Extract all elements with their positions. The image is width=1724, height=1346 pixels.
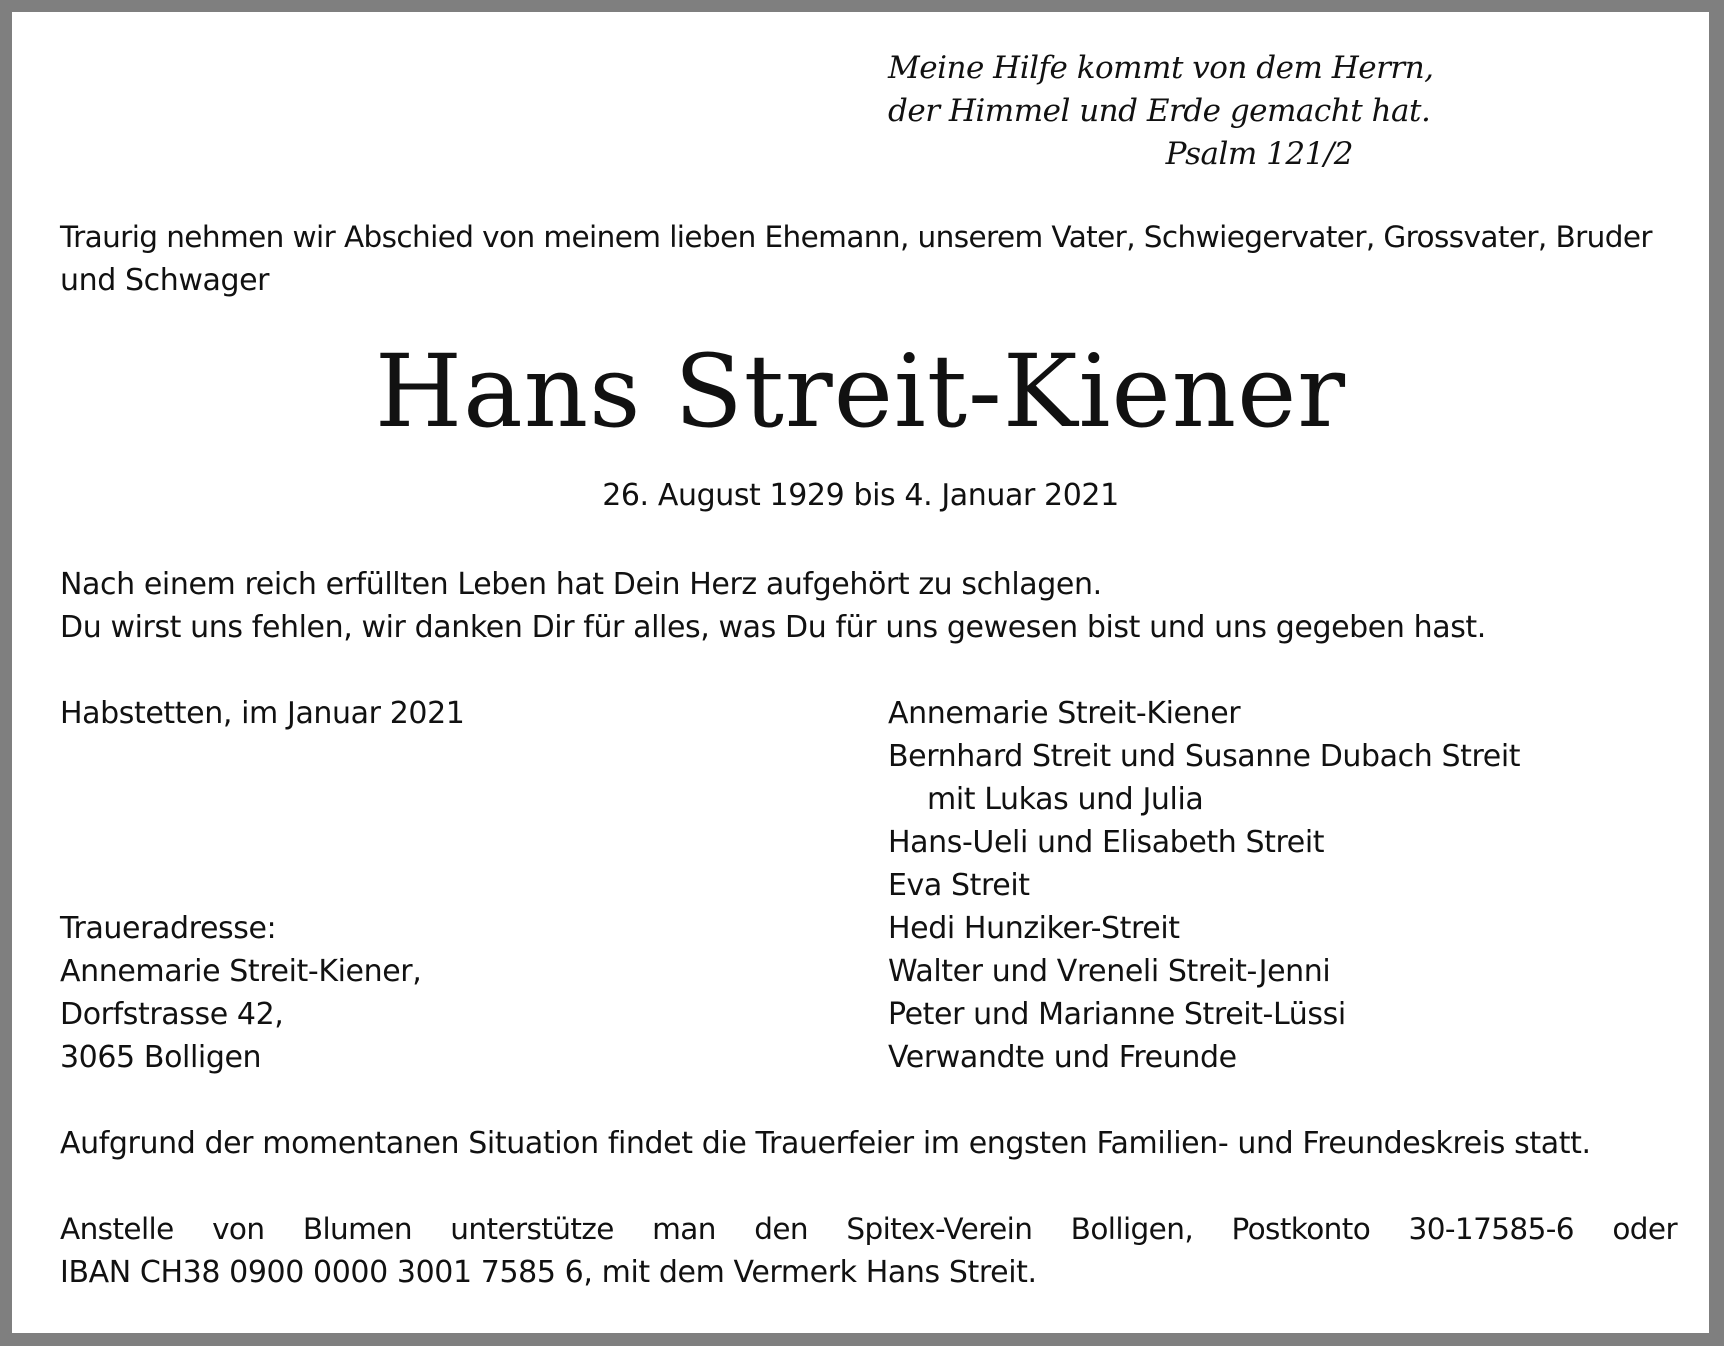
- address-name: Annemarie Streit-Kiener,: [60, 954, 422, 989]
- mourner-item: Verwandte und Freunde: [888, 1040, 1237, 1075]
- mourner-item: Walter und Vreneli Streit-Jenni: [888, 954, 1331, 989]
- mourning-address: [60, 907, 421, 1079]
- message-line-1: Nach einem reich erfüllten Leben hat Dein Herz aufgehört zu schlagen.: [60, 567, 1102, 602]
- address-street: Dorfstrasse 42,: [60, 997, 284, 1032]
- mourner-item: Hedi Hunziker-Streit: [888, 911, 1180, 946]
- life-dates: 26. August 1929 bis 4. Januar 2021: [602, 478, 1119, 513]
- donation-line-1: Anstelle von Blumen unterstütze man den Spitex-Verein Bolligen, Postkonto 30-17585-6 oder: [60, 1212, 1677, 1246]
- verse-reference: Psalm 121/2: [1165, 136, 1353, 172]
- message-line-2: Du wirst uns fehlen, wir danken Dir für alles, was Du für uns gewesen bist und uns gegeben hast.: [60, 610, 1486, 645]
- place-date: Habstetten, im Januar 2021: [60, 696, 465, 731]
- address-city: 3065 Bolligen: [60, 1040, 262, 1075]
- mourners-list: [888, 692, 1520, 1079]
- donation-line-2: IBAN CH38 0900 0000 3001 7585 6, mit dem Vermerk Hans Streit.: [60, 1255, 1037, 1290]
- deceased-name: Hans Streit-Kiener: [374, 333, 1347, 450]
- mourner-item: Hans-Ueli und Elisabeth Streit: [888, 825, 1325, 860]
- mourner-item: mit Lukas und Julia: [927, 782, 1204, 817]
- mourner-item: Annemarie Streit-Kiener: [888, 696, 1241, 731]
- mourner-item: Peter und Marianne Streit-Lüssi: [888, 997, 1346, 1032]
- verse-line-2: der Himmel und Erde gemacht hat.: [888, 93, 1431, 129]
- address-label: Traueradresse:: [60, 911, 277, 946]
- intro-line-1: Traurig nehmen wir Abschied von meinem lieben Ehemann, unserem Vater, Schwiegervater, Grossvater, Bruder: [60, 220, 1652, 254]
- verse-line-1: Meine Hilfe kommt von dem Herrn,: [888, 50, 1434, 86]
- intro-line-2: und Schwager: [60, 263, 270, 298]
- mourner-item: Eva Streit: [888, 868, 1030, 903]
- funeral-note: Aufgrund der momentanen Situation findet die Trauerfeier im engsten Familien- und Freundeskreis statt.: [60, 1126, 1591, 1161]
- obituary-notice: [12, 12, 1709, 1333]
- mourner-item: Bernhard Streit und Susanne Dubach Streit: [888, 739, 1521, 774]
